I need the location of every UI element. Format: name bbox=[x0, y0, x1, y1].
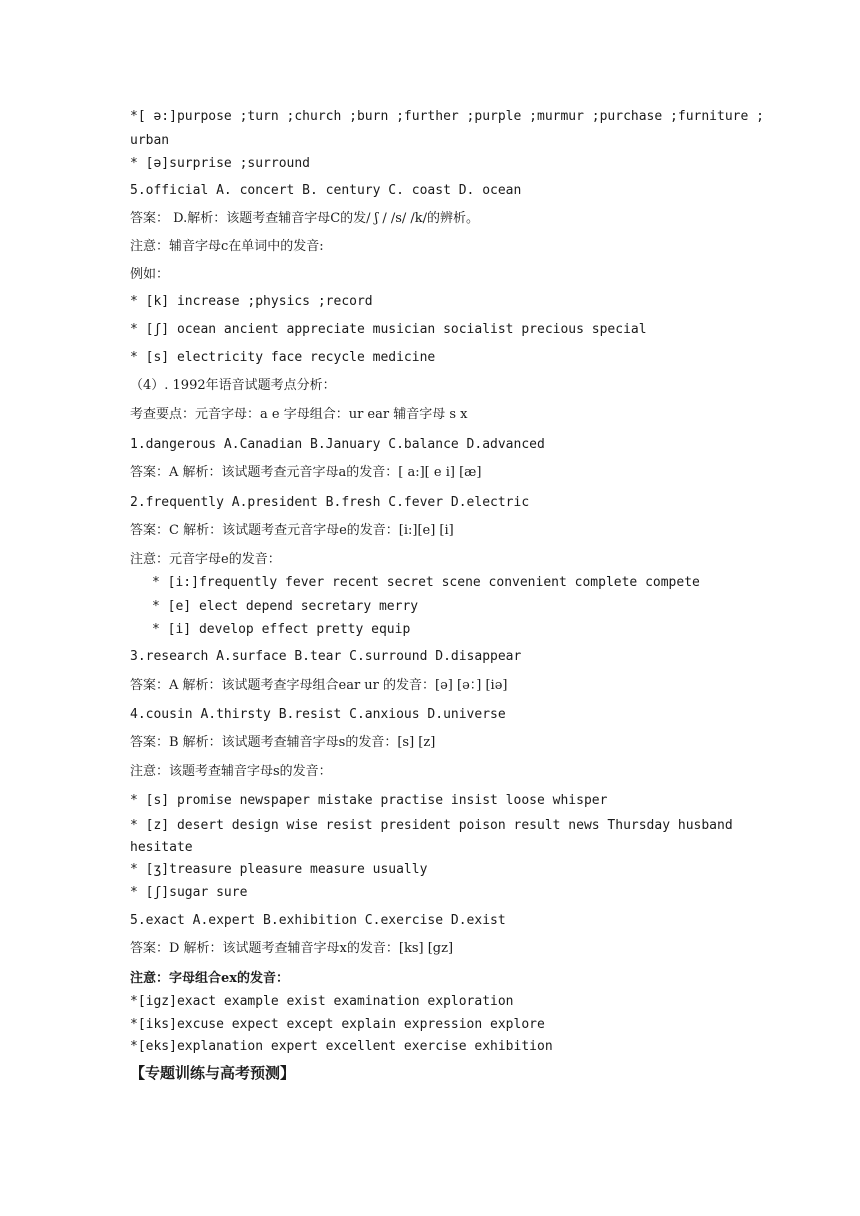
text-line: * [ə]surprise ;surround bbox=[130, 156, 311, 171]
text-line: * [k] increase ;physics ;record bbox=[130, 294, 373, 309]
text-line: 答案：D 解析：该试题考查辅音字母x的发音：[ks] [gz] bbox=[130, 941, 454, 956]
section-heading: 【专题训练与高考预测】 bbox=[130, 1064, 296, 1082]
text-line: * [ʃ] ocean ancient appreciate musician socialist precious special bbox=[130, 322, 647, 337]
text-line: 注意：字母组合ex的发音： bbox=[130, 971, 290, 986]
text-line: 2.frequently A.president B.fresh C.fever D.electric bbox=[130, 495, 530, 510]
text-line: 答案：A 解析：该试题考查元音字母a的发音：[ a:][ e i] [æ] bbox=[130, 465, 482, 480]
text-line: *[ ə:]purpose ;turn ;church ;burn ;further ;purple ;murmur ;purchase ;furniture ; bbox=[130, 109, 764, 124]
text-line: * [i] develop effect pretty equip bbox=[152, 622, 411, 637]
text-line: * [ʃ]sugar sure bbox=[130, 885, 248, 900]
text-line: *[igz]exact example exist examination exploration bbox=[130, 994, 514, 1009]
text-line: hesitate bbox=[130, 840, 193, 855]
text-line: （4）. 1992年语音试题考点分析： bbox=[130, 378, 336, 393]
text-line: 例如： bbox=[130, 267, 170, 282]
text-line: 注意：元音字母e的发音： bbox=[130, 552, 281, 567]
text-line: urban bbox=[130, 133, 170, 148]
text-line: 答案：A 解析：该试题考查字母组合ear ur 的发音：[ə] [ə：] [iə] bbox=[130, 678, 508, 693]
text-line: * [ʒ]treasure pleasure measure usually bbox=[130, 862, 428, 877]
text-line: 注意：该题考查辅音字母s的发音： bbox=[130, 764, 332, 779]
text-line: 答案：C 解析：该试题考查元音字母e的发音：[i:][e] [i] bbox=[130, 523, 454, 538]
text-line: * [i:]frequently fever recent secret scene convenient complete compete bbox=[152, 575, 700, 590]
text-line: * [e] elect depend secretary merry bbox=[152, 599, 419, 614]
text-line: *[eks]explanation expert excellent exercise exhibition bbox=[130, 1039, 553, 1054]
text-line: 5.exact A.expert B.exhibition C.exercise D.exist bbox=[130, 913, 506, 928]
text-line: 3.research A.surface B.tear C.surround D.disappear bbox=[130, 649, 522, 664]
text-line: 5.official A. concert B. century C. coast D. ocean bbox=[130, 183, 522, 198]
text-line: 1.dangerous A.Canadian B.January C.balance D.advanced bbox=[130, 437, 545, 452]
text-line: *[iks]excuse expect except explain expression explore bbox=[130, 1017, 545, 1032]
text-line: 考查要点：元音字母：a e 字母组合：ur ear 辅音字母 s x bbox=[130, 407, 468, 422]
text-line: 4.cousin A.thirsty B.resist C.anxious D.universe bbox=[130, 707, 506, 722]
text-line: * [s] promise newspaper mistake practise insist loose whisper bbox=[130, 793, 608, 808]
text-line: 答案： D.解析：该题考查辅音字母C的发/ ʃ / /s/ /k/的辨析。 bbox=[130, 211, 480, 226]
text-line: 答案：B 解析：该试题考查辅音字母s的发音：[s] [z] bbox=[130, 735, 436, 750]
text-line: * [z] desert design wise resist president poison result news Thursday husband bbox=[130, 818, 733, 833]
text-line: 注意：辅音字母c在单词中的发音: bbox=[130, 239, 324, 254]
text-line: * [s] electricity face recycle medicine bbox=[130, 350, 436, 365]
